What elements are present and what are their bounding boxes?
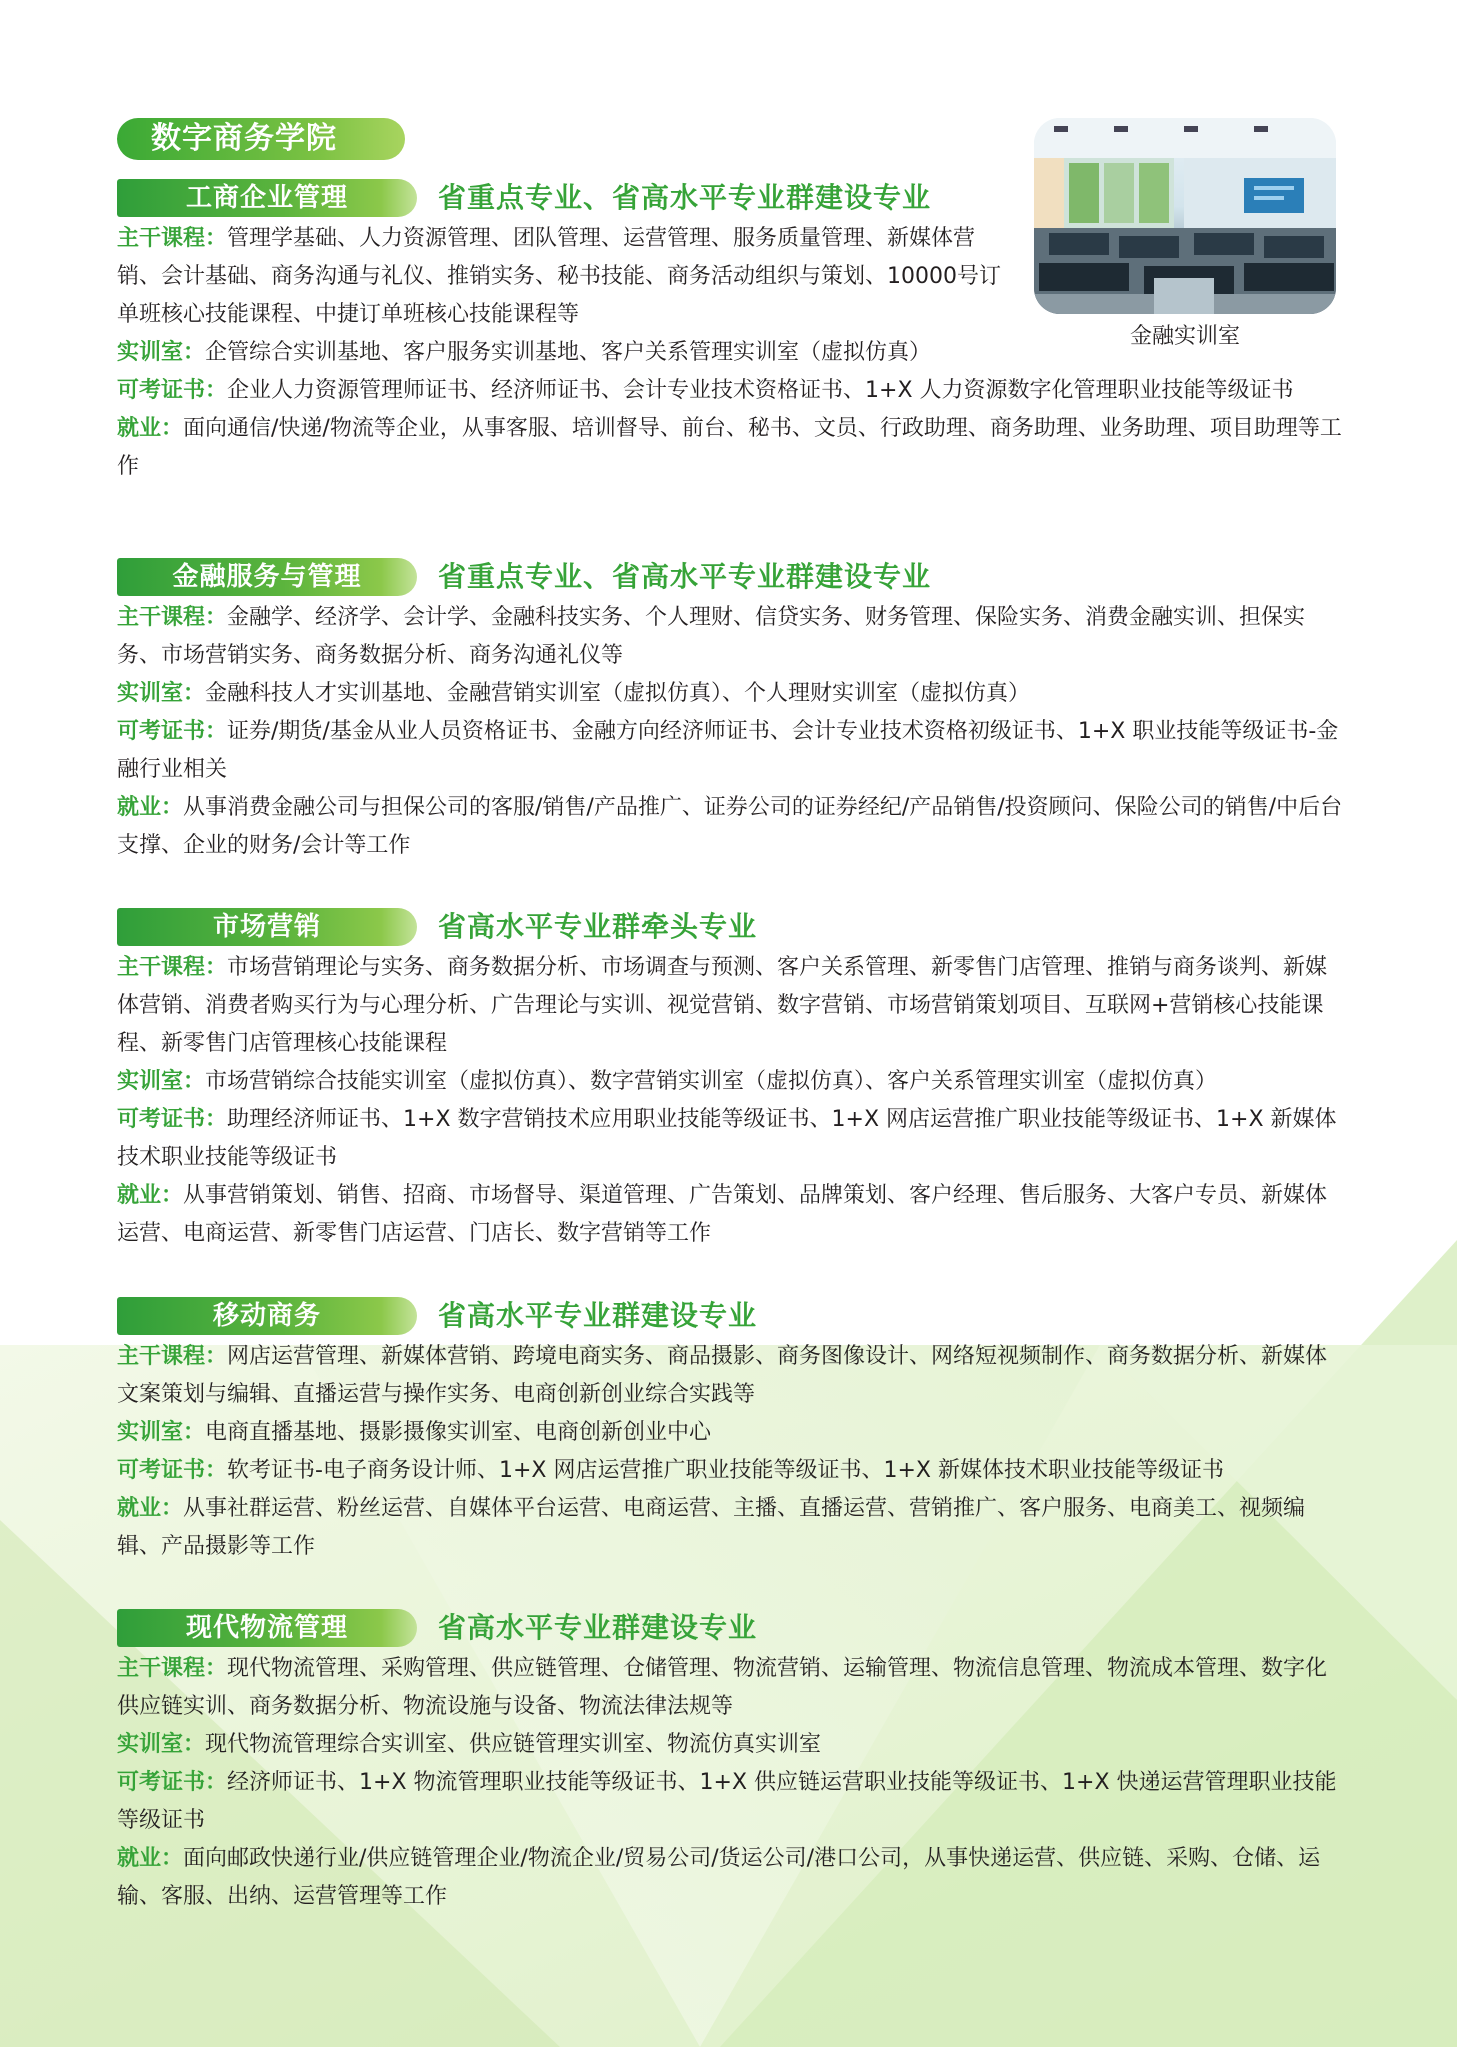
photo-caption: 金融实训室: [1129, 324, 1240, 349]
training-text: 现代物流管理综合实训室、供应链管理实训室、物流仿真实训室: [205, 1732, 822, 1757]
courses-item: [117, 1338, 1347, 1414]
major-section: [117, 905, 1347, 1253]
jobs-text: 从事消费金融公司与担保公司的客服/销售/产品推广、证券公司的证券经纪/产品销售/投资顾问、保险公司的销售/中后台支撑、企业的财务/会计等工作: [117, 795, 1343, 858]
certs-label: 可考证书：: [117, 378, 228, 403]
major-tag: 省重点专业、省高水平专业群建设专业: [438, 560, 932, 593]
courses-label: 主干课程：: [117, 955, 228, 980]
courses-label: 主干课程：: [117, 605, 228, 630]
training-label: 实训室：: [117, 1069, 206, 1094]
courses-item: [117, 949, 1347, 1063]
jobs-text: 面向通信/快递/物流等企业，从事客服、培训督导、前台、秘书、文员、行政助理、商务助理、业务助理、项目助理等工作: [117, 416, 1342, 479]
courses-text: 管理学基础、人力资源管理、团队管理、运营管理、服务质量管理、新媒体营销、会计基础、商务沟通与礼仪、推销实务、秘书技能、商务活动组织与策划、10000号订单班核心技能课程、中捷订单班核心技能课程等: [117, 226, 1001, 327]
courses-text: 现代物流管理、采购管理、供应链管理、仓储管理、物流营销、运输管理、物流信息管理、物流成本管理、数字化供应链实训、商务数据分析、物流设施与设备、物流法律法规等: [117, 1656, 1328, 1719]
training-item: [117, 1726, 1347, 1764]
major-name: 移动商务: [117, 1297, 417, 1335]
major-section: [117, 1606, 1347, 1916]
training-text: 市场营销综合技能实训室（虚拟仿真）、数字营销实训室（虚拟仿真）、客户关系管理实训室（虚拟仿真）: [205, 1069, 1218, 1094]
courses-label: 主干课程：: [117, 1656, 228, 1681]
training-text: 电商直播基地、摄影摄像实训室、电商创新创业中心: [205, 1420, 712, 1445]
certs-text: 助理经济师证书、1+X 数字营销技术应用职业技能等级证书、1+X 网店运营推广职业技能等级证书、1+X 新媒体技术职业技能等级证书: [117, 1107, 1337, 1170]
major-name: 市场营销: [117, 908, 417, 946]
jobs-item: [117, 410, 1347, 486]
training-label: 实训室：: [117, 340, 206, 365]
training-item: [117, 675, 1347, 713]
certs-item: [117, 1101, 1347, 1177]
courses-text: 金融学、经济学、会计学、金融科技实务、个人理财、信贷实务、财务管理、保险实务、消费金融实训、担保实务、市场营销实务、商务数据分析、商务沟通礼仪等: [117, 605, 1306, 668]
courses-text: 市场营销理论与实务、商务数据分析、市场调查与预测、客户关系管理、新零售门店管理、推销与商务谈判、新媒体营销、消费者购买行为与心理分析、广告理论与实训、视觉营销、数字营销、市场营销策划项目、互联网+营销核心技能课程、新零售门店管理核心技能课程: [117, 955, 1328, 1056]
college-title: 数字商务学院: [117, 118, 405, 160]
courses-item: [117, 220, 1017, 334]
jobs-label: 就业：: [117, 416, 184, 441]
jobs-text: 从事社群运营、粉丝运营、自媒体平台运营、电商运营、主播、直播运营、营销推广、客户服务、电商美工、视频编辑、产品摄影等工作: [117, 1496, 1306, 1559]
major-section: [117, 1294, 1347, 1566]
courses-text: 网店运营管理、新媒体营销、跨境电商实务、商品摄影、商务图像设计、网络短视频制作、商务数据分析、新媒体文案策划与编辑、直播运营与操作实务、电商创新创业综合实践等: [117, 1344, 1328, 1407]
jobs-item: [117, 789, 1347, 865]
jobs-item: [117, 1177, 1347, 1253]
courses-item: [117, 1650, 1347, 1726]
jobs-item: [117, 1490, 1347, 1566]
training-text: 金融科技人才实训基地、金融营销实训室（虚拟仿真）、个人理财实训室（虚拟仿真）: [205, 681, 1031, 706]
certs-item: [117, 1764, 1347, 1840]
training-item: [117, 1414, 1347, 1452]
jobs-label: 就业：: [117, 1496, 184, 1521]
courses-label: 主干课程：: [117, 226, 228, 251]
jobs-label: 就业：: [117, 795, 184, 820]
certs-text: 证券/期货/基金从业人员资格证书、金融方向经济师证书、会计专业技术资格初级证书、1+X 职业技能等级证书-金融行业相关: [117, 719, 1339, 782]
certs-text: 软考证书-电子商务设计师、1+X 网店运营推广职业技能等级证书、1+X 新媒体技术职业技能等级证书: [227, 1458, 1224, 1483]
jobs-text: 从事营销策划、销售、招商、市场督导、渠道管理、广告策划、品牌策划、客户经理、售后服务、大客户专员、新媒体运营、电商运营、新零售门店运营、门店长、数字营销等工作: [117, 1183, 1328, 1246]
courses-label: 主干课程：: [117, 1344, 228, 1369]
certs-label: 可考证书：: [117, 1770, 228, 1795]
certs-text: 企业人力资源管理师证书、经济师证书、会计专业技术资格证书、1+X 人力资源数字化管理职业技能等级证书: [227, 378, 1294, 403]
major-name: 工商企业管理: [117, 179, 417, 217]
jobs-text: 面向邮政快递行业/供应链管理企业/物流企业/贸易公司/货运公司/港口公司，从事快递运营、供应链、采购、仓储、运输、客服、出纳、运营管理等工作: [117, 1846, 1321, 1909]
certs-label: 可考证书：: [117, 1458, 228, 1483]
major-name: 现代物流管理: [117, 1609, 417, 1647]
training-label: 实训室：: [117, 1420, 206, 1445]
major-tag: 省重点专业、省高水平专业群建设专业: [438, 181, 932, 214]
certs-label: 可考证书：: [117, 719, 228, 744]
jobs-label: 就业：: [117, 1183, 184, 1208]
major-tag: 省高水平专业群牵头专业: [438, 910, 758, 943]
certs-text: 经济师证书、1+X 物流管理职业技能等级证书、1+X 供应链运营职业技能等级证书、1+X 快递运营管理职业技能等级证书: [117, 1770, 1337, 1833]
major-tag: 省高水平专业群建设专业: [438, 1299, 758, 1332]
training-item: [117, 1063, 1347, 1101]
jobs-label: 就业：: [117, 1846, 184, 1871]
training-text: 企管综合实训基地、客户服务实训基地、客户关系管理实训室（虚拟仿真）: [205, 340, 932, 365]
courses-item: [117, 599, 1347, 675]
certs-item: [117, 372, 1347, 410]
training-item: [117, 334, 1347, 372]
certs-label: 可考证书：: [117, 1107, 228, 1132]
training-label: 实训室：: [117, 1732, 206, 1757]
major-tag: 省高水平专业群建设专业: [438, 1611, 758, 1644]
certs-item: [117, 713, 1347, 789]
major-section: [117, 555, 1347, 865]
training-label: 实训室：: [117, 681, 206, 706]
certs-item: [117, 1452, 1347, 1490]
major-section: [117, 176, 1347, 486]
jobs-item: [117, 1840, 1347, 1916]
major-name: 金融服务与管理: [117, 558, 417, 596]
